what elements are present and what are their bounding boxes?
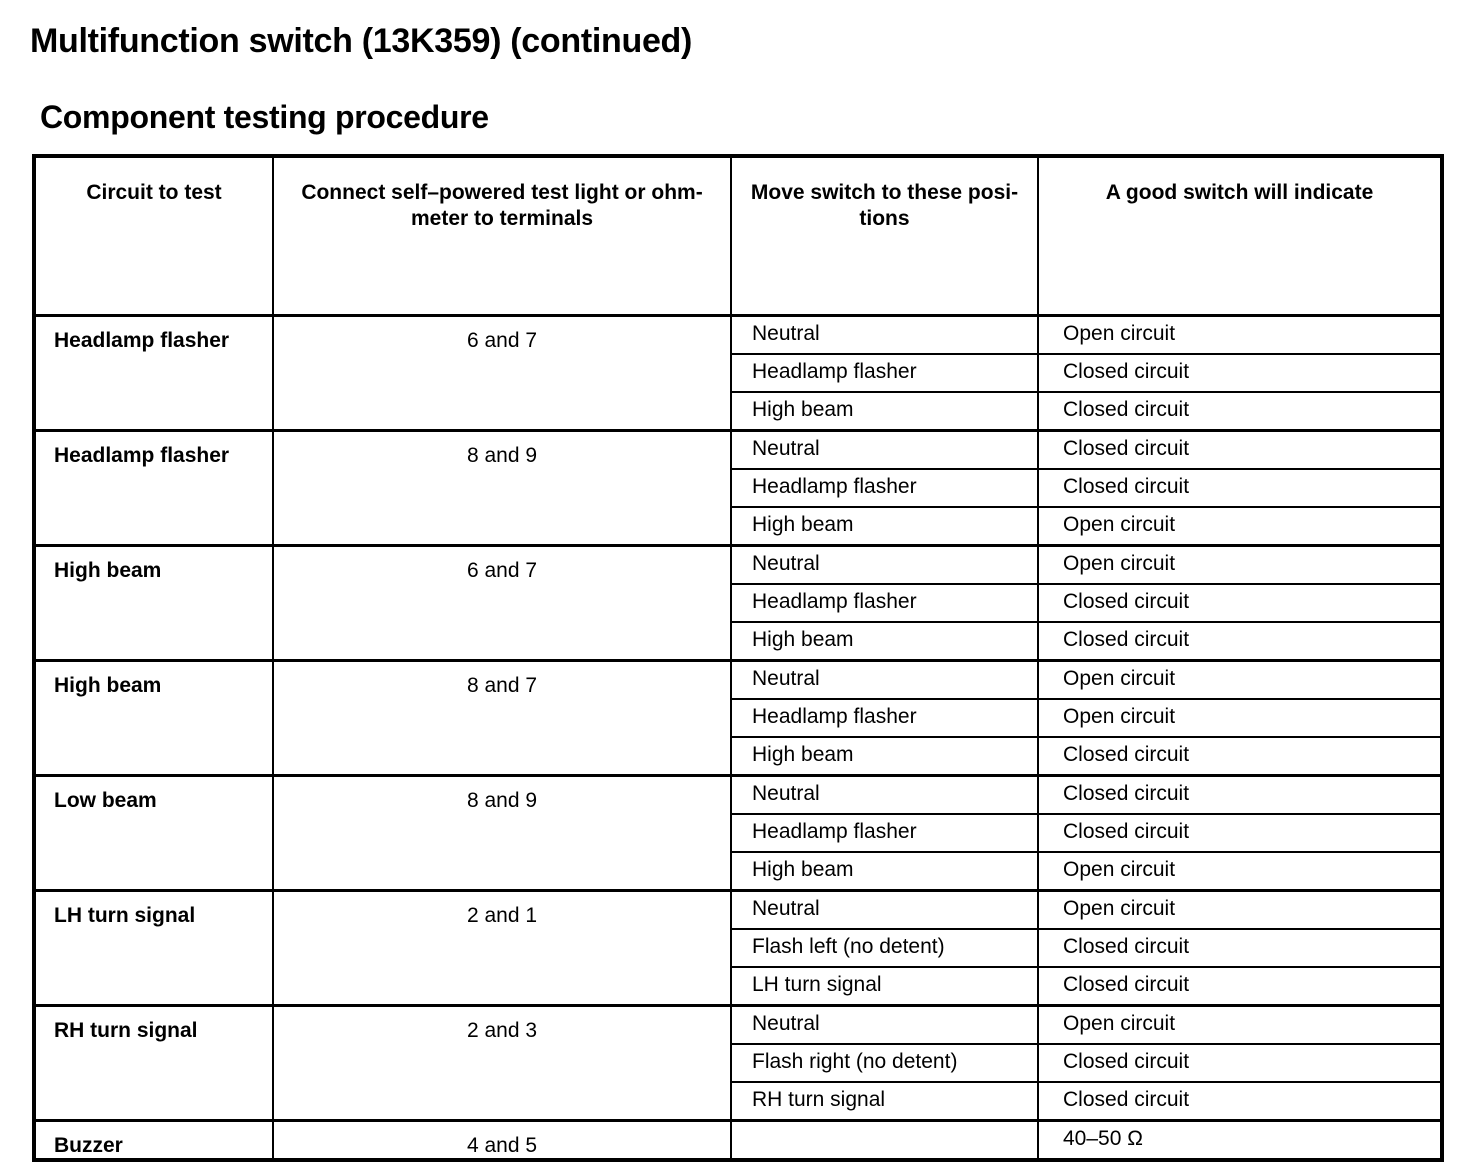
terminals-cell: 6 and 7 — [273, 546, 731, 661]
circuit-cell: Buzzer — [34, 1121, 273, 1161]
result-cell: Open circuit — [1038, 316, 1442, 355]
result-cell: Closed circuit — [1038, 776, 1442, 815]
circuit-cell: LH turn signal — [34, 891, 273, 1006]
result-cell: Open circuit — [1038, 891, 1442, 930]
circuit-cell: High beam — [34, 661, 273, 776]
circuit-cell: Low beam — [34, 776, 273, 891]
result-cell: Closed circuit — [1038, 584, 1442, 622]
page-title: Multifunction switch (13K359) (continued) — [30, 22, 693, 60]
result-cell: Open circuit — [1038, 699, 1442, 737]
position-cell: Flash right (no detent) — [731, 1044, 1038, 1082]
position-cell: Flash left (no detent) — [731, 929, 1038, 967]
position-cell: RH turn signal — [731, 1082, 1038, 1121]
section-subtitle: Component testing procedure — [40, 99, 489, 135]
position-cell: High beam — [731, 737, 1038, 776]
position-cell: Neutral — [731, 1006, 1038, 1045]
circuit-cell: Headlamp flasher — [34, 316, 273, 431]
table-row — [34, 1006, 1442, 1045]
terminals-cell: 6 and 7 — [273, 316, 731, 431]
result-cell: Open circuit — [1038, 661, 1442, 700]
position-cell: Neutral — [731, 431, 1038, 470]
circuit-cell: RH turn signal — [34, 1006, 273, 1121]
terminals-cell: 8 and 9 — [273, 776, 731, 891]
result-cell: Closed circuit — [1038, 469, 1442, 507]
result-cell: Closed circuit — [1038, 737, 1442, 776]
table-header-row — [34, 156, 1442, 316]
terminals-cell: 8 and 9 — [273, 431, 731, 546]
table-body — [34, 316, 1442, 1161]
result-cell: Open circuit — [1038, 852, 1442, 891]
position-cell: High beam — [731, 852, 1038, 891]
component-testing-table — [32, 154, 1444, 1162]
result-cell: Open circuit — [1038, 507, 1442, 546]
result-cell: Closed circuit — [1038, 814, 1442, 852]
position-cell: Neutral — [731, 661, 1038, 700]
result-cell: Closed circuit — [1038, 392, 1442, 431]
header-indication: A good switch will indicate — [1038, 156, 1442, 316]
table-row — [34, 431, 1442, 470]
result-cell: Closed circuit — [1038, 1044, 1442, 1082]
position-cell: Neutral — [731, 546, 1038, 585]
result-cell: Closed circuit — [1038, 967, 1442, 1006]
table-row — [34, 1121, 1442, 1161]
position-cell: Headlamp flasher — [731, 469, 1038, 507]
result-cell: Closed circuit — [1038, 929, 1442, 967]
table-row — [34, 316, 1442, 355]
result-cell: Open circuit — [1038, 1006, 1442, 1045]
terminals-cell: 4 and 5 — [273, 1121, 731, 1161]
position-cell: Headlamp flasher — [731, 814, 1038, 852]
position-cell: High beam — [731, 392, 1038, 431]
result-cell: 40–50 Ω — [1038, 1121, 1442, 1161]
position-cell: High beam — [731, 622, 1038, 661]
position-cell: Neutral — [731, 776, 1038, 815]
circuit-cell: Headlamp flasher — [34, 431, 273, 546]
position-cell: Neutral — [731, 316, 1038, 355]
table-row — [34, 661, 1442, 700]
header-positions: Move switch to these posi-tions — [731, 156, 1038, 316]
position-cell: Headlamp flasher — [731, 584, 1038, 622]
terminals-cell: 2 and 3 — [273, 1006, 731, 1121]
position-cell: Headlamp flasher — [731, 699, 1038, 737]
terminals-cell: 2 and 1 — [273, 891, 731, 1006]
table-row — [34, 546, 1442, 585]
circuit-cell: High beam — [34, 546, 273, 661]
result-cell: Closed circuit — [1038, 431, 1442, 470]
result-cell: Closed circuit — [1038, 1082, 1442, 1121]
result-cell: Open circuit — [1038, 546, 1442, 585]
position-cell: LH turn signal — [731, 967, 1038, 1006]
table-row — [34, 891, 1442, 930]
table-row — [34, 776, 1442, 815]
position-cell: Neutral — [731, 891, 1038, 930]
position-cell: Headlamp flasher — [731, 354, 1038, 392]
position-cell: High beam — [731, 507, 1038, 546]
header-terminals: Connect self–powered test light or ohm-meter to terminals — [273, 156, 731, 316]
header-circuit: Circuit to test — [34, 156, 273, 316]
result-cell: Closed circuit — [1038, 354, 1442, 392]
position-cell — [731, 1121, 1038, 1161]
result-cell: Closed circuit — [1038, 622, 1442, 661]
terminals-cell: 8 and 7 — [273, 661, 731, 776]
